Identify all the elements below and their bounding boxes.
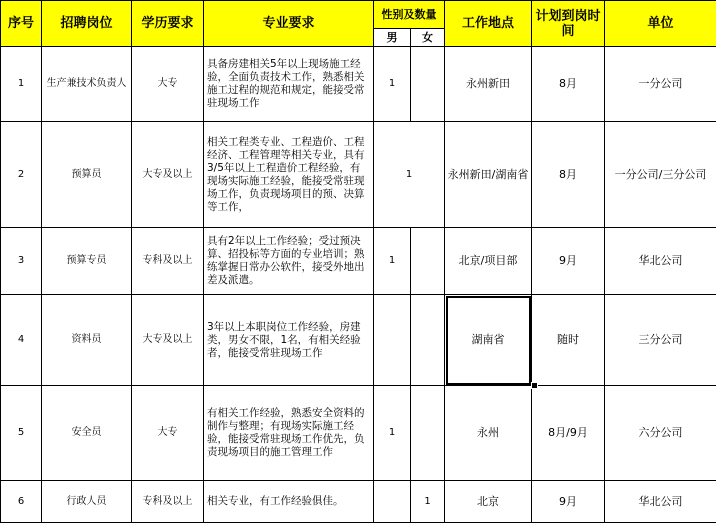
cell-position[interactable]: 安全员 bbox=[42, 386, 132, 481]
cell-unit[interactable]: 六分公司 bbox=[605, 386, 716, 481]
cell-arrival[interactable]: 8月/9月 bbox=[532, 386, 605, 481]
fill-handle[interactable] bbox=[531, 382, 538, 389]
header-position[interactable]: 招聘岗位 bbox=[42, 1, 132, 47]
cell-seq[interactable]: 4 bbox=[1, 295, 42, 386]
cell-position[interactable]: 资料员 bbox=[42, 295, 132, 386]
cell-arrival[interactable]: 随时 bbox=[532, 295, 605, 386]
table-row bbox=[1, 228, 716, 295]
cell-female[interactable] bbox=[411, 386, 445, 481]
header-education[interactable]: 学历要求 bbox=[132, 1, 204, 47]
cell-location-selected[interactable]: 湖南省 bbox=[445, 295, 532, 386]
cell-arrival[interactable]: 8月 bbox=[532, 122, 605, 228]
cell-arrival[interactable]: 9月 bbox=[532, 481, 605, 523]
cell-male[interactable] bbox=[374, 481, 411, 523]
cell-female[interactable] bbox=[411, 228, 445, 295]
cell-seq[interactable]: 5 bbox=[1, 386, 42, 481]
cell-location[interactable]: 永州 bbox=[445, 386, 532, 481]
header-major[interactable]: 专业要求 bbox=[204, 1, 374, 47]
cell-male[interactable]: 1 bbox=[374, 47, 411, 122]
cell-location[interactable]: 永州新田 bbox=[445, 47, 532, 122]
cell-location[interactable]: 北京 bbox=[445, 481, 532, 523]
cell-female[interactable]: 1 bbox=[411, 481, 445, 523]
cell-major[interactable]: 有相关工作经验，熟悉安全资料的制作与整理；有现场实际施工经验，能接受常驻现场工作优先，负责现场项目的施工管理工作 bbox=[204, 386, 374, 481]
table-row bbox=[1, 122, 716, 228]
cell-seq[interactable]: 1 bbox=[1, 47, 42, 122]
cell-male[interactable] bbox=[374, 295, 411, 386]
cell-male[interactable]: 1 bbox=[374, 228, 411, 295]
cell-location[interactable]: 永州新田/湖南省 bbox=[445, 122, 532, 228]
cell-unit[interactable]: 三分公司 bbox=[605, 295, 716, 386]
cell-count[interactable]: 1 bbox=[374, 122, 445, 228]
header-female[interactable]: 女 bbox=[411, 29, 445, 47]
cell-arrival[interactable]: 8月 bbox=[532, 47, 605, 122]
cell-education[interactable]: 大专及以上 bbox=[132, 122, 204, 228]
cell-male[interactable]: 1 bbox=[374, 386, 411, 481]
cell-location[interactable]: 北京/项目部 bbox=[445, 228, 532, 295]
header-seq[interactable]: 序号 bbox=[1, 1, 42, 47]
header-location[interactable]: 工作地点 bbox=[445, 1, 532, 47]
cell-position[interactable]: 行政人员 bbox=[42, 481, 132, 523]
cell-position[interactable]: 预算员 bbox=[42, 122, 132, 228]
cell-education[interactable]: 专科及以上 bbox=[132, 481, 204, 523]
cell-major[interactable]: 3年以上本职岗位工作经验，房建类，男女不限，1名，有相关经验者，能接受常驻现场工作 bbox=[204, 295, 374, 386]
cell-seq[interactable]: 2 bbox=[1, 122, 42, 228]
cell-position[interactable]: 预算专员 bbox=[42, 228, 132, 295]
cell-position[interactable]: 生产兼技术负责人 bbox=[42, 47, 132, 122]
header-male[interactable]: 男 bbox=[374, 29, 411, 47]
header-gender-count[interactable]: 性别及数量 bbox=[374, 1, 445, 29]
cell-seq[interactable]: 6 bbox=[1, 481, 42, 523]
cell-education[interactable]: 大专 bbox=[132, 47, 204, 122]
cell-unit[interactable]: 华北公司 bbox=[605, 481, 716, 523]
cell-arrival[interactable]: 9月 bbox=[532, 228, 605, 295]
cell-female[interactable] bbox=[411, 295, 445, 386]
cell-major[interactable]: 相关专业，有工作经验俱佳。 bbox=[204, 481, 374, 523]
cell-major[interactable]: 相关工程类专业、工程造价、工程经济、工程管理等相关专业，具有3/5年以上工程造价工程经验，有现场实际施工经验，能接受常驻现场工作，负责现场项目的预、决算等工作， bbox=[204, 122, 374, 228]
cell-education[interactable]: 大专 bbox=[132, 386, 204, 481]
cell-seq[interactable]: 3 bbox=[1, 228, 42, 295]
table-row bbox=[1, 295, 716, 386]
cell-unit[interactable]: 一分公司/三分公司 bbox=[605, 122, 716, 228]
cell-major[interactable]: 具备房建相关5年以上现场施工经验，全面负责技术工作，熟悉相关施工过程的规范和规定，能接受常驻现场工作 bbox=[204, 47, 374, 122]
header-row bbox=[1, 1, 716, 29]
cell-female[interactable] bbox=[411, 47, 445, 122]
cell-education[interactable]: 专科及以上 bbox=[132, 228, 204, 295]
cell-unit[interactable]: 一分公司 bbox=[605, 47, 716, 122]
table-row bbox=[1, 47, 716, 122]
table-row bbox=[1, 481, 716, 523]
table-row bbox=[1, 386, 716, 481]
cell-major[interactable]: 具有2年以上工作经验；受过预决算、招投标等方面的专业培训；熟练掌握日常办公软件，接受外地出差及派遣。 bbox=[204, 228, 374, 295]
header-unit[interactable]: 单位 bbox=[605, 1, 716, 47]
cell-education[interactable]: 大专及以上 bbox=[132, 295, 204, 386]
cell-unit[interactable]: 华北公司 bbox=[605, 228, 716, 295]
header-arrival[interactable]: 计划到岗时间 bbox=[532, 1, 605, 47]
